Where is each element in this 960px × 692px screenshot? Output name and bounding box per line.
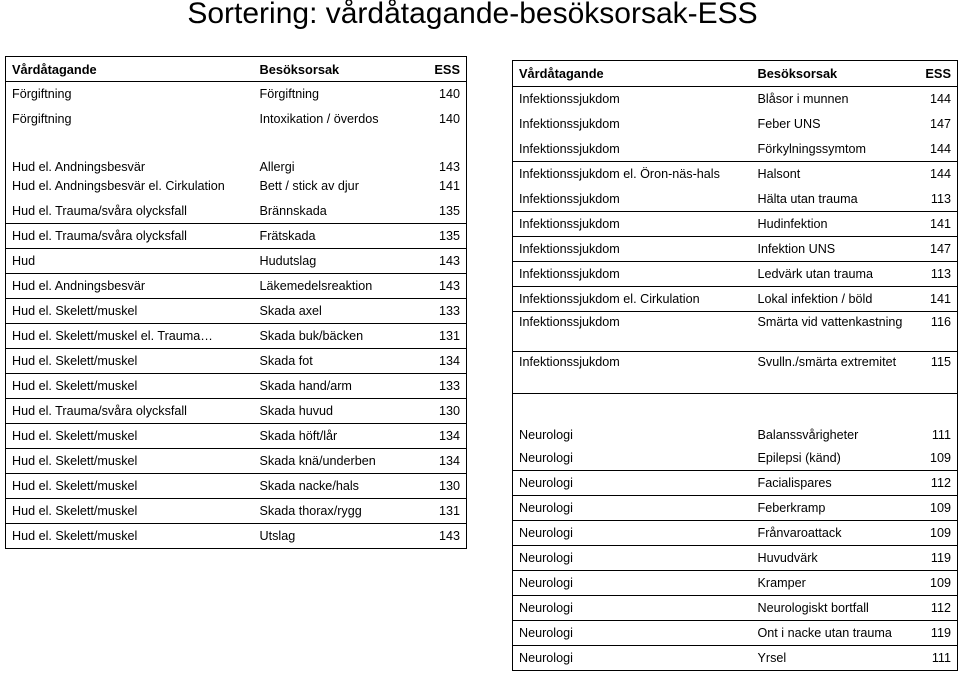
cell-col-vardatagande: Hud el. Trauma/svåra olycksfall bbox=[6, 399, 254, 424]
cell-col-ess: 147 bbox=[929, 117, 951, 131]
cell-col-vardatagande: Infektionssjukdom bbox=[513, 312, 752, 352]
cell-col-besoksorsak: Balanssvårigheter bbox=[757, 427, 859, 442]
cell-col-vardatagande: Infektionssjukdom el. Cirkulation bbox=[513, 287, 752, 312]
table-row bbox=[513, 496, 958, 521]
cell-col-ess: 140 bbox=[438, 112, 460, 126]
cell-col-besoksorsak: Kramper bbox=[752, 571, 915, 596]
cell-col-besoksorsak: Yrsel bbox=[757, 651, 787, 665]
cell-col-ess: 134 bbox=[424, 349, 467, 374]
cell-col-besoksorsak: Huvudvärk bbox=[752, 546, 915, 571]
cell-col-vardatagande: Neurologi bbox=[513, 621, 752, 646]
cell-col-ess: 109 bbox=[915, 446, 958, 471]
table-row bbox=[6, 82, 467, 107]
cell-col-ess: 135 bbox=[424, 224, 467, 249]
cell-col-vardatagande: Hud el. Skelett/muskel bbox=[6, 374, 254, 399]
cell-col-besoksorsak: Lokal infektion / böld bbox=[752, 287, 915, 312]
cell-col-besoksorsak: Bett / stick av djur bbox=[259, 179, 359, 193]
cell-col-vardatagande: Infektionssjukdom bbox=[513, 212, 752, 237]
cell-col-vardatagande: Hud el. Andningsbesvär el. Cirkulation bbox=[12, 179, 225, 193]
cell-col-besoksorsak: Svulln./smärta extremitet bbox=[752, 352, 915, 394]
table-row bbox=[513, 162, 958, 187]
table-row bbox=[513, 187, 958, 212]
cell-col-besoksorsak: Läkemedelsreaktion bbox=[254, 274, 424, 299]
cell-col-besoksorsak: Skada knä/underben bbox=[254, 449, 424, 474]
table-row bbox=[513, 112, 958, 137]
table-row bbox=[6, 324, 467, 349]
cell-col-ess: 144 bbox=[915, 137, 958, 162]
header-col-ess: ESS bbox=[424, 57, 467, 82]
table-row bbox=[6, 224, 467, 249]
cell-col-ess: 112 bbox=[915, 596, 958, 621]
cell-col-vardatagande: Hud el. Skelett/muskel bbox=[6, 474, 254, 499]
cell-col-vardatagande: Hud el. Skelett/muskel bbox=[6, 424, 254, 449]
cell-col-vardatagande: Infektionssjukdom bbox=[513, 237, 752, 262]
cell-col-ess: 113 bbox=[915, 262, 958, 287]
cell-col-ess: 111 bbox=[931, 651, 951, 665]
cell-col-vardatagande: Neurologi bbox=[513, 521, 752, 546]
cell-col-vardatagande: Hud bbox=[6, 249, 254, 274]
table-row bbox=[513, 352, 958, 394]
cell-col-besoksorsak: Intoxikation / överdos bbox=[259, 112, 379, 126]
cell-col-vardatagande: Hud el. Trauma/svåra olycksfall bbox=[6, 199, 254, 224]
cell-col-vardatagande: Hud el. Andningsbesvär bbox=[6, 274, 254, 299]
cell-col-besoksorsak: Skada buk/bäcken bbox=[254, 324, 424, 349]
table-row bbox=[6, 449, 467, 474]
cell-col-besoksorsak: Neurologiskt bortfall bbox=[752, 596, 915, 621]
cell-col-vardatagande: Neurologi bbox=[513, 546, 752, 571]
cell-col-vardatagande: Neurologi bbox=[513, 571, 752, 596]
cell-col-vardatagande: Hud el. Skelett/muskel el. Trauma… bbox=[6, 324, 254, 349]
cell-col-besoksorsak: Smärta vid vattenkastning bbox=[752, 312, 915, 352]
cell-col-ess: 144 bbox=[929, 167, 951, 182]
cell-col-ess: 113 bbox=[915, 187, 958, 212]
table-row bbox=[513, 87, 958, 112]
table-row bbox=[513, 521, 958, 546]
cell-col-vardatagande: Hud el. Skelett/muskel bbox=[12, 529, 138, 543]
table-row bbox=[513, 312, 958, 352]
header-col-besoksorsak: Besöksorsak bbox=[254, 57, 424, 82]
left-table-body bbox=[6, 57, 467, 549]
cell-col-ess: 112 bbox=[915, 471, 958, 496]
cell-col-besoksorsak: Infektion UNS bbox=[752, 237, 915, 262]
cell-col-besoksorsak: Allergi bbox=[259, 159, 295, 174]
cell-col-besoksorsak: Feberkramp bbox=[752, 496, 915, 521]
table-header-row bbox=[6, 57, 467, 82]
cell-col-ess: 111 bbox=[931, 427, 951, 442]
table-row bbox=[513, 212, 958, 237]
cell-col-besoksorsak: Brännskada bbox=[254, 199, 424, 224]
cell-col-ess: 147 bbox=[915, 237, 958, 262]
table-row bbox=[513, 446, 958, 471]
cell-col-ess: 119 bbox=[915, 621, 958, 646]
cell-col-besoksorsak: Blåsor i munnen bbox=[757, 92, 849, 107]
cell-col-vardatagande: Förgiftning bbox=[12, 87, 72, 102]
cell-col-besoksorsak: Skada höft/lår bbox=[254, 424, 424, 449]
table-row bbox=[6, 299, 467, 324]
table-row bbox=[6, 199, 467, 224]
cell-col-besoksorsak: Skada huvud bbox=[254, 399, 424, 424]
cell-col-ess: 135 bbox=[424, 199, 467, 224]
cell-col-ess: 109 bbox=[915, 571, 958, 596]
right-sorting-table bbox=[512, 60, 958, 671]
right-table-body bbox=[513, 61, 958, 671]
cell-col-besoksorsak: Epilepsi (känd) bbox=[752, 446, 915, 471]
cell-col-ess: 131 bbox=[424, 499, 467, 524]
cell-col-ess: 109 bbox=[915, 521, 958, 546]
cell-col-besoksorsak: Halsont bbox=[757, 167, 801, 182]
cell-col-ess: 116 bbox=[915, 312, 958, 352]
cell-col-vardatagande: Infektionssjukdom bbox=[513, 352, 752, 394]
cell-col-vardatagande: Infektionssjukdom bbox=[513, 262, 752, 287]
cell-col-vardatagande: Hud el. Andningsbesvär bbox=[12, 159, 146, 174]
table-row bbox=[513, 596, 958, 621]
cell-col-besoksorsak: Hudinfektion bbox=[752, 212, 915, 237]
table-row bbox=[513, 646, 958, 671]
cell-col-vardatagande: Hud el. Skelett/muskel bbox=[6, 299, 254, 324]
page-title: Sortering: vårdåtagande-besöksorsak-ESS bbox=[187, 0, 758, 30]
table-row bbox=[513, 237, 958, 262]
cell-col-ess: 141 bbox=[915, 287, 958, 312]
cell-col-ess: 131 bbox=[424, 324, 467, 349]
cell-col-vardatagande: Hud el. Skelett/muskel bbox=[6, 449, 254, 474]
table-row bbox=[6, 399, 467, 424]
cell-col-ess: 143 bbox=[424, 274, 467, 299]
cell-col-vardatagande: Infektionssjukdom el. Öron-näs-hals bbox=[519, 167, 720, 182]
cell-col-vardatagande: Neurologi bbox=[513, 596, 752, 621]
cell-col-besoksorsak: Förgiftning bbox=[259, 87, 320, 102]
cell-col-besoksorsak: Frånvaroattack bbox=[752, 521, 915, 546]
table-row bbox=[513, 287, 958, 312]
cell-col-ess: 143 bbox=[438, 159, 460, 174]
cell-col-ess: 133 bbox=[424, 299, 467, 324]
cell-col-ess: 109 bbox=[915, 496, 958, 521]
table-row bbox=[6, 349, 467, 374]
cell-col-ess: 133 bbox=[424, 374, 467, 399]
table-row bbox=[513, 262, 958, 287]
cell-col-besoksorsak: Hudutslag bbox=[254, 249, 424, 274]
table-row bbox=[513, 137, 958, 162]
cell-col-vardatagande: Förgiftning bbox=[12, 112, 72, 126]
cell-col-vardatagande: Neurologi bbox=[519, 427, 573, 442]
table-row bbox=[6, 249, 467, 274]
cell-col-vardatagande: Neurologi bbox=[519, 651, 573, 665]
cell-col-besoksorsak: Utslag bbox=[259, 529, 296, 543]
table-row bbox=[6, 474, 467, 499]
cell-col-besoksorsak: Frätskada bbox=[254, 224, 424, 249]
cell-col-vardatagande: Hud el. Skelett/muskel bbox=[6, 349, 254, 374]
cell-col-besoksorsak: Förkylningssymtom bbox=[752, 137, 915, 162]
cell-col-vardatagande: Neurologi bbox=[513, 496, 752, 521]
table-row bbox=[6, 374, 467, 399]
header-col-ess: ESS bbox=[915, 61, 958, 87]
cell-col-vardatagande: Infektionssjukdom bbox=[513, 137, 752, 162]
table-row bbox=[513, 394, 958, 446]
header-col-vardatagande: Vårdåtagande bbox=[513, 61, 752, 87]
cell-col-ess: 130 bbox=[424, 474, 467, 499]
cell-col-vardatagande: Infektionssjukdom bbox=[519, 92, 620, 107]
cell-col-besoksorsak: Skada nacke/hals bbox=[254, 474, 424, 499]
cell-col-vardatagande: Neurologi bbox=[513, 446, 752, 471]
table-row bbox=[6, 174, 467, 199]
cell-col-ess: 134 bbox=[424, 424, 467, 449]
table-row bbox=[513, 571, 958, 596]
cell-col-ess: 143 bbox=[438, 529, 460, 543]
cell-col-vardatagande: Hud el. Trauma/svåra olycksfall bbox=[6, 224, 254, 249]
cell-col-besoksorsak: Feber UNS bbox=[757, 117, 821, 131]
cell-col-besoksorsak: Skada thorax/rygg bbox=[254, 499, 424, 524]
cell-col-ess: 130 bbox=[424, 399, 467, 424]
cell-col-besoksorsak: Ledvärk utan trauma bbox=[752, 262, 915, 287]
cell-col-vardatagande: Neurologi bbox=[513, 471, 752, 496]
left-sorting-table bbox=[5, 56, 467, 549]
cell-col-vardatagande: Hud el. Skelett/muskel bbox=[6, 499, 254, 524]
table-header-row bbox=[513, 61, 958, 87]
table-row bbox=[513, 621, 958, 646]
cell-col-besoksorsak: Skada axel bbox=[254, 299, 424, 324]
table-row bbox=[6, 274, 467, 299]
table-row bbox=[6, 499, 467, 524]
header-col-besoksorsak: Besöksorsak bbox=[752, 61, 915, 87]
table-row bbox=[6, 524, 467, 549]
cell-col-besoksorsak: Hälta utan trauma bbox=[752, 187, 915, 212]
cell-col-ess: 140 bbox=[438, 87, 460, 102]
cell-col-ess: 134 bbox=[424, 449, 467, 474]
cell-col-besoksorsak: Skada fot bbox=[254, 349, 424, 374]
cell-col-ess: 144 bbox=[929, 92, 951, 107]
cell-col-ess: 119 bbox=[915, 546, 958, 571]
cell-col-ess: 141 bbox=[915, 212, 958, 237]
header-col-vardatagande: Vårdåtagande bbox=[6, 57, 254, 82]
cell-col-ess: 115 bbox=[915, 352, 958, 394]
cell-col-ess: 143 bbox=[424, 249, 467, 274]
table-row bbox=[513, 471, 958, 496]
cell-col-besoksorsak: Facialispares bbox=[752, 471, 915, 496]
cell-col-ess: 141 bbox=[438, 179, 460, 193]
cell-col-vardatagande: Infektionssjukdom bbox=[513, 187, 752, 212]
table-row bbox=[6, 132, 467, 174]
cell-col-vardatagande: Infektionssjukdom bbox=[519, 117, 620, 131]
table-row bbox=[513, 546, 958, 571]
cell-col-besoksorsak: Ont i nacke utan trauma bbox=[752, 621, 915, 646]
table-row bbox=[6, 424, 467, 449]
cell-col-besoksorsak: Skada hand/arm bbox=[254, 374, 424, 399]
table-row bbox=[6, 107, 467, 132]
